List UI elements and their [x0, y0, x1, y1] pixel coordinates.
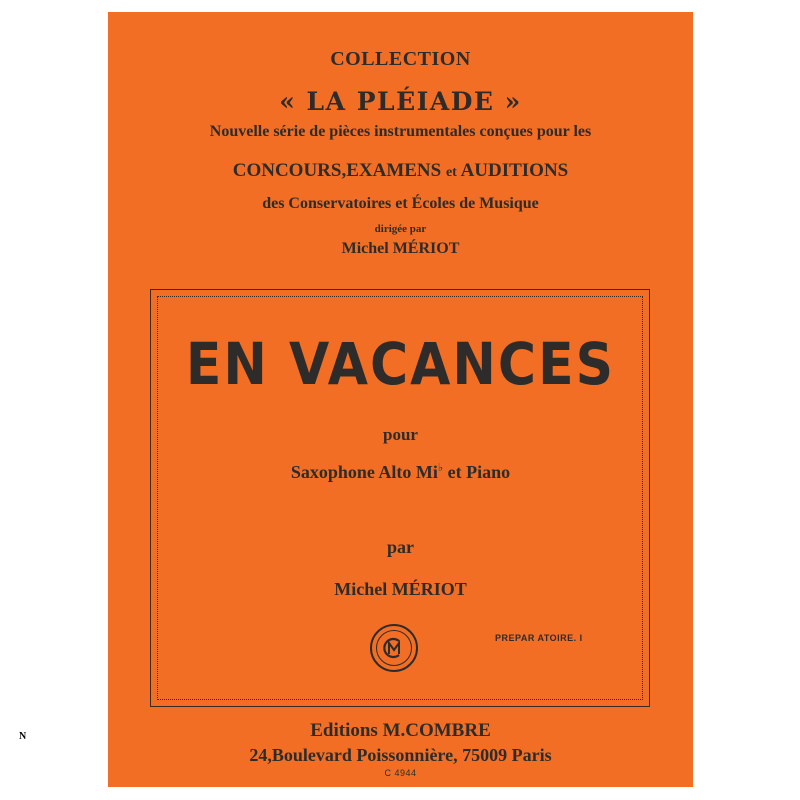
concours-text-b: AUDITIONS — [460, 160, 569, 181]
composer-name: Michel MÉRIOT — [334, 579, 467, 599]
level-label: PREPAR ATOIRE. I — [495, 633, 583, 643]
cm-monogram-icon — [379, 633, 409, 663]
pour-label: pour — [383, 425, 418, 444]
concours-text-a: CONCOURS,EXAMENS — [232, 160, 442, 181]
catalog-number: C 4944 — [384, 768, 417, 778]
par-label: par — [387, 537, 414, 557]
score-cover — [108, 12, 693, 787]
instrument-suffix: et Piano — [443, 462, 511, 482]
flat-sign: ♭ — [437, 462, 444, 474]
concours-et: et — [445, 165, 457, 180]
publisher-logo — [370, 624, 418, 672]
institutions-line: des Conservatoires et Écoles de Musique — [262, 195, 539, 212]
directed-by-label: dirigée par — [374, 223, 427, 235]
concours-line — [108, 160, 693, 182]
instrument-text: Saxophone Alto Mi — [290, 462, 438, 482]
publisher-address: 24,Boulevard Poissonnière, 75009 Paris — [249, 745, 552, 765]
logo-inner-ring — [376, 630, 412, 666]
publisher-name: Editions M.COMBRE — [310, 720, 491, 741]
collection-label: COLLECTION — [330, 48, 471, 70]
director-name: Michel MÉRIOT — [341, 240, 460, 257]
piece-title: EN VACANCES — [185, 331, 616, 399]
corner-mark: N — [19, 731, 27, 742]
instrumentation — [108, 461, 693, 483]
series-subtitle: Nouvelle série de pièces instrumentales conçues pour les — [209, 123, 592, 140]
series-title: « LA PLÉIADE » — [279, 87, 522, 116]
